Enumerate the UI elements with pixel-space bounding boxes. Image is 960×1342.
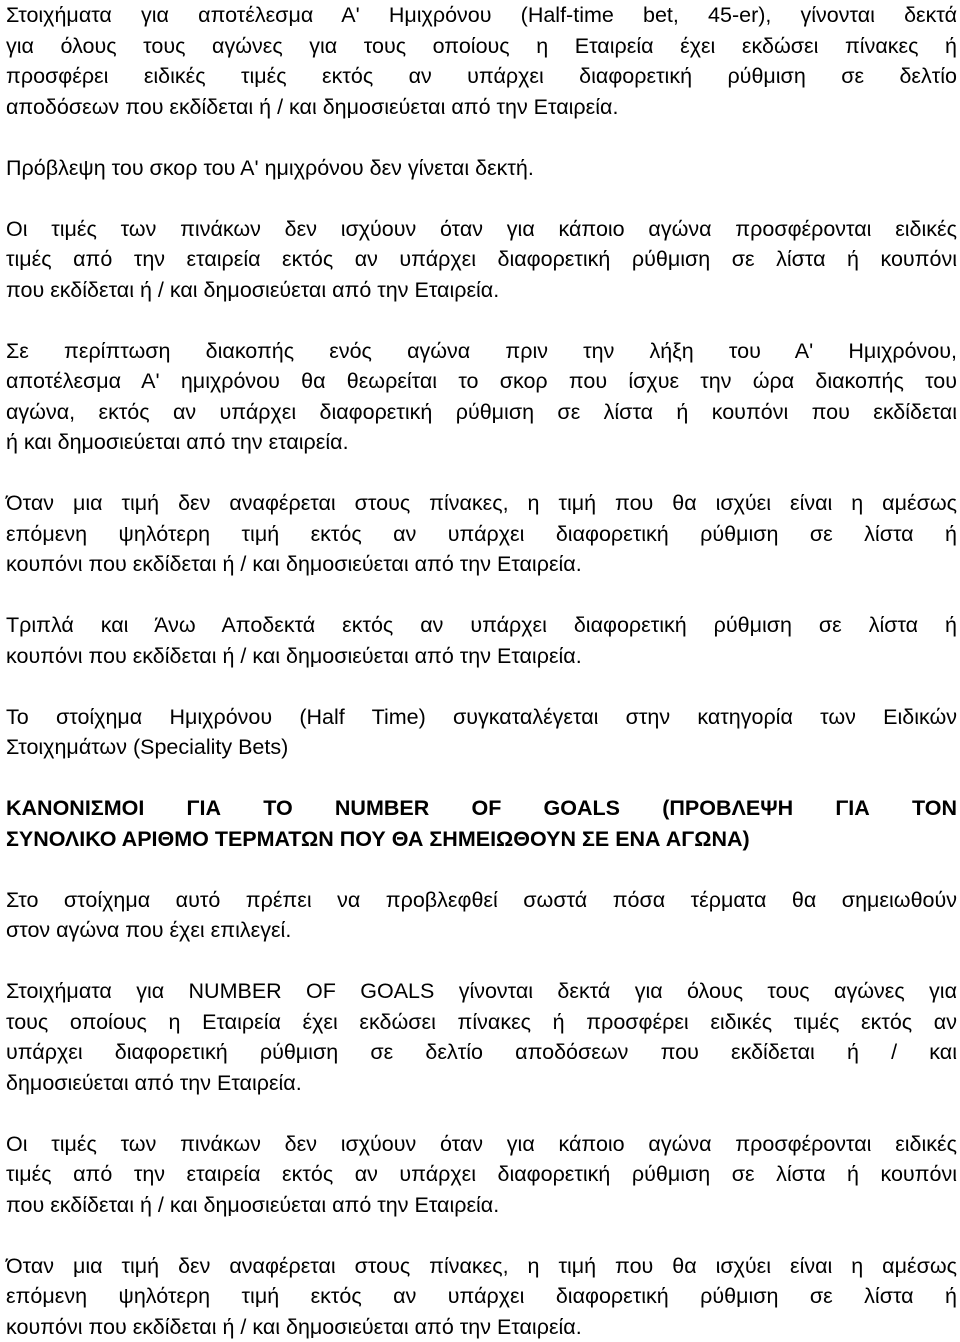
text-line: Στοιχήματα για NUMBER OF GOALS γίνονται δεκτά για όλους τους αγώνες για [6, 976, 957, 1007]
text-line: Τριπλά και Άνω Αποδεκτά εκτός αν υπάρχει διαφορετική ρύθμιση σε λίστα ή [6, 610, 957, 641]
text-line: επόμενη ψηλότερη τιμή εκτός αν υπάρχει διαφορετική ρύθμιση σε λίστα ή [6, 1281, 957, 1312]
text-line: Πρόβλεψη του σκορ του Α' ημιχρόνου δεν γίνεται δεκτή. [6, 153, 957, 184]
text-line: επόμενη ψηλότερη τιμή εκτός αν υπάρχει διαφορετική ρύθμιση σε λίστα ή [6, 519, 957, 550]
document-body [6, 0, 957, 1342]
text-line: αγώνα, εκτός αν υπάρχει διαφορετική ρύθμιση σε λίστα ή κουπόνι που εκδίδεται [6, 397, 957, 428]
paragraph [6, 976, 957, 1098]
paragraph [6, 214, 957, 306]
paragraph [6, 885, 957, 946]
paragraph [6, 488, 957, 580]
text-line: τιμές από την εταιρεία εκτός αν υπάρχει διαφορετική ρύθμιση σε λίστα ή κουπόνι [6, 1159, 957, 1190]
paragraph [6, 1251, 957, 1342]
text-line: για όλους τους αγώνες για τους οποίους η Εταιρεία έχει εκδώσει πίνακες ή [6, 31, 957, 62]
text-line: Οι τιμές των πινάκων δεν ισχύουν όταν για κάποιο αγώνα προσφέρονται ειδικές [6, 1129, 957, 1160]
text-line: τιμές από την εταιρεία εκτός αν υπάρχει διαφορετική ρύθμιση σε λίστα ή κουπόνι [6, 244, 957, 275]
text-line: Το στοίχημα Ημιχρόνου (Half Time) συγκαταλέγεται στην κατηγορία των Ειδικών [6, 702, 957, 733]
paragraph [6, 702, 957, 763]
text-line: κουπόνι που εκδίδεται ή / και δημοσιεύεται από την Εταιρεία. [6, 549, 957, 580]
text-line: Στο στοίχημα αυτό πρέπει να προβλεφθεί σωστά πόσα τέρματα θα σημειωθούν [6, 885, 957, 916]
paragraph [6, 1129, 957, 1221]
text-line: κουπόνι που εκδίδεται ή / και δημοσιεύεται από την Εταιρεία. [6, 641, 957, 672]
text-line: δημοσιεύεται από την Εταιρεία. [6, 1068, 957, 1099]
text-line: ή και δημοσιεύεται από την εταιρεία. [6, 427, 957, 458]
text-line: που εκδίδεται ή / και δημοσιεύεται από την Εταιρεία. [6, 275, 957, 306]
paragraph [6, 0, 957, 122]
paragraph [6, 153, 957, 184]
text-line: αποτέλεσμα Α' ημιχρόνου θα θεωρείται το σκορ που ίσχυε την ώρα διακοπής του [6, 366, 957, 397]
text-line: κουπόνι που εκδίδεται ή / και δημοσιεύεται από την Εταιρεία. [6, 1312, 957, 1342]
heading-line: ΣΥΝΟΛΙΚΟ ΑΡΙΘΜΟ ΤΕΡΜΑΤΩΝ ΠΟΥ ΘΑ ΣΗΜΕΙΩΘΟΥΝ ΣΕ ΕΝΑ ΑΓΩΝΑ) [6, 824, 957, 855]
text-line: προσφέρει ειδικές τιμές εκτός αν υπάρχει διαφορετική ρύθμιση σε δελτίο [6, 61, 957, 92]
text-line: που εκδίδεται ή / και δημοσιεύεται από την Εταιρεία. [6, 1190, 957, 1221]
text-line: υπάρχει διαφορετική ρύθμιση σε δελτίο αποδόσεων που εκδίδεται ή / και [6, 1037, 957, 1068]
text-line: Σε περίπτωση διακοπής ενός αγώνα πριν την λήξη του Α' Ημιχρόνου, [6, 336, 957, 367]
text-line: τους οποίους η Εταιρεία έχει εκδώσει πίνακες ή προσφέρει ειδικές τιμές εκτός αν [6, 1007, 957, 1038]
text-line: Οι τιμές των πινάκων δεν ισχύουν όταν για κάποιο αγώνα προσφέρονται ειδικές [6, 214, 957, 245]
paragraph [6, 610, 957, 671]
text-line: αποδόσεων που εκδίδεται ή / και δημοσιεύεται από την Εταιρεία. [6, 92, 957, 123]
text-line: Στοιχημάτων (Speciality Bets) [6, 732, 957, 763]
paragraph [6, 336, 957, 458]
text-line: Όταν μια τιμή δεν αναφέρεται στους πίνακες, η τιμή που θα ισχύει είναι η αμέσως [6, 1251, 957, 1282]
text-line: στον αγώνα που έχει επιλεγεί. [6, 915, 957, 946]
heading-line: ΚΑΝΟΝΙΣΜΟΙ ΓΙΑ ΤΟ NUMBER OF GOALS (ΠΡΟΒΛΕΨΗ ΓΙΑ ΤΟΝ [6, 793, 957, 824]
text-line: Όταν μια τιμή δεν αναφέρεται στους πίνακες, η τιμή που θα ισχύει είναι η αμέσως [6, 488, 957, 519]
text-line: Στοιχήματα για αποτέλεσμα Α' Ημιχρόνου (Half-time bet, 45-er), γίνονται δεκτά [6, 0, 957, 31]
section-heading [6, 793, 957, 854]
